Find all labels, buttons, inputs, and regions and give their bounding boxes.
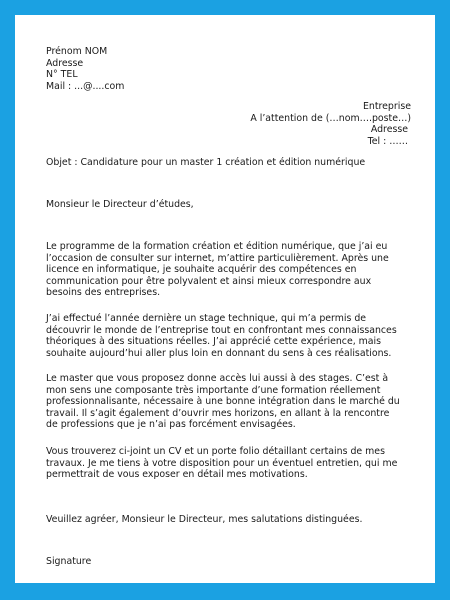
letter-page bbox=[15, 15, 435, 583]
sender-name: Prénom NOM bbox=[46, 46, 108, 57]
paragraph-3 bbox=[46, 373, 410, 431]
sender-address: Adresse bbox=[46, 57, 84, 69]
sender-block bbox=[46, 46, 124, 92]
paragraph-line: licence en informatique, je souhaite acquérir des compétences en bbox=[46, 264, 357, 276]
closing-line: Veuillez agréer, Monsieur le Directeur, mes salutations distinguées. bbox=[46, 514, 363, 525]
paragraph-line: de professions que je n’ai pas forcément envisagées. bbox=[46, 419, 296, 431]
sender-mail: Mail : ...@....com bbox=[46, 80, 125, 92]
paragraph-line: souhaite aujourd’hui aller plus loin en donnant du sens à ces réalisations. bbox=[46, 347, 392, 359]
paragraph-line: mon sens une composante très importante d’une formation réellement bbox=[46, 384, 381, 396]
paragraph-line: permettrait de vous exposer en détail mes motivations. bbox=[46, 469, 308, 481]
signature: Signature bbox=[46, 556, 92, 567]
subject-line: Objet : Candidature pour un master 1 création et édition numérique bbox=[46, 157, 366, 168]
paragraph-line: travaux. Je me tiens à votre disposition pour un éventuel entretien, qui me bbox=[46, 457, 398, 469]
paragraph-line: J’ai effectué l’année dernière un stage technique, qui m’a permis de bbox=[46, 313, 367, 324]
salutation: Monsieur le Directeur d’études, bbox=[46, 199, 194, 210]
paragraph-line: travail. Il s’agit également d’ouvrir mes horizons, en allant à la rencontre bbox=[46, 407, 390, 419]
paragraph-4 bbox=[46, 446, 410, 481]
paragraph-line: communication pour être polyvalent et ainsi mieux correspondre aux bbox=[46, 275, 372, 287]
paragraph-line: besoins des entreprises. bbox=[46, 287, 161, 299]
recipient-block bbox=[250, 101, 411, 147]
paragraph-line: l’occasion de consulter sur internet, m’attire particulièrement. Après une bbox=[46, 252, 389, 264]
recipient-phone: Tel : …… bbox=[367, 135, 408, 147]
paragraph-line: découvrir le monde de l’entreprise tout en confrontant mes connaissances bbox=[46, 324, 397, 336]
paragraph-line: professionnalisante, nécessaire à une bonne intégration dans le marché du bbox=[46, 396, 400, 408]
paragraph-line: Vous trouverez ci-joint un CV et un porte folio détaillant certains de mes bbox=[46, 446, 385, 457]
recipient-address: Adresse bbox=[370, 124, 408, 135]
recipient-company: Entreprise bbox=[362, 101, 411, 112]
paragraph-line: Le master que vous proposez donne accès lui aussi à des stages. C’est à bbox=[46, 373, 389, 384]
paragraph-1 bbox=[46, 241, 410, 299]
paragraph-line: Le programme de la formation création et édition numérique, que j’ai eu bbox=[46, 241, 388, 252]
paragraph-line: théoriques à des situations réelles. J’ai apprécié cette expérience, mais bbox=[46, 336, 382, 348]
recipient-attention: A l’attention de (…nom….poste…) bbox=[250, 112, 411, 124]
sender-phone: N° TEL bbox=[46, 69, 78, 80]
paragraph-2 bbox=[46, 313, 410, 359]
